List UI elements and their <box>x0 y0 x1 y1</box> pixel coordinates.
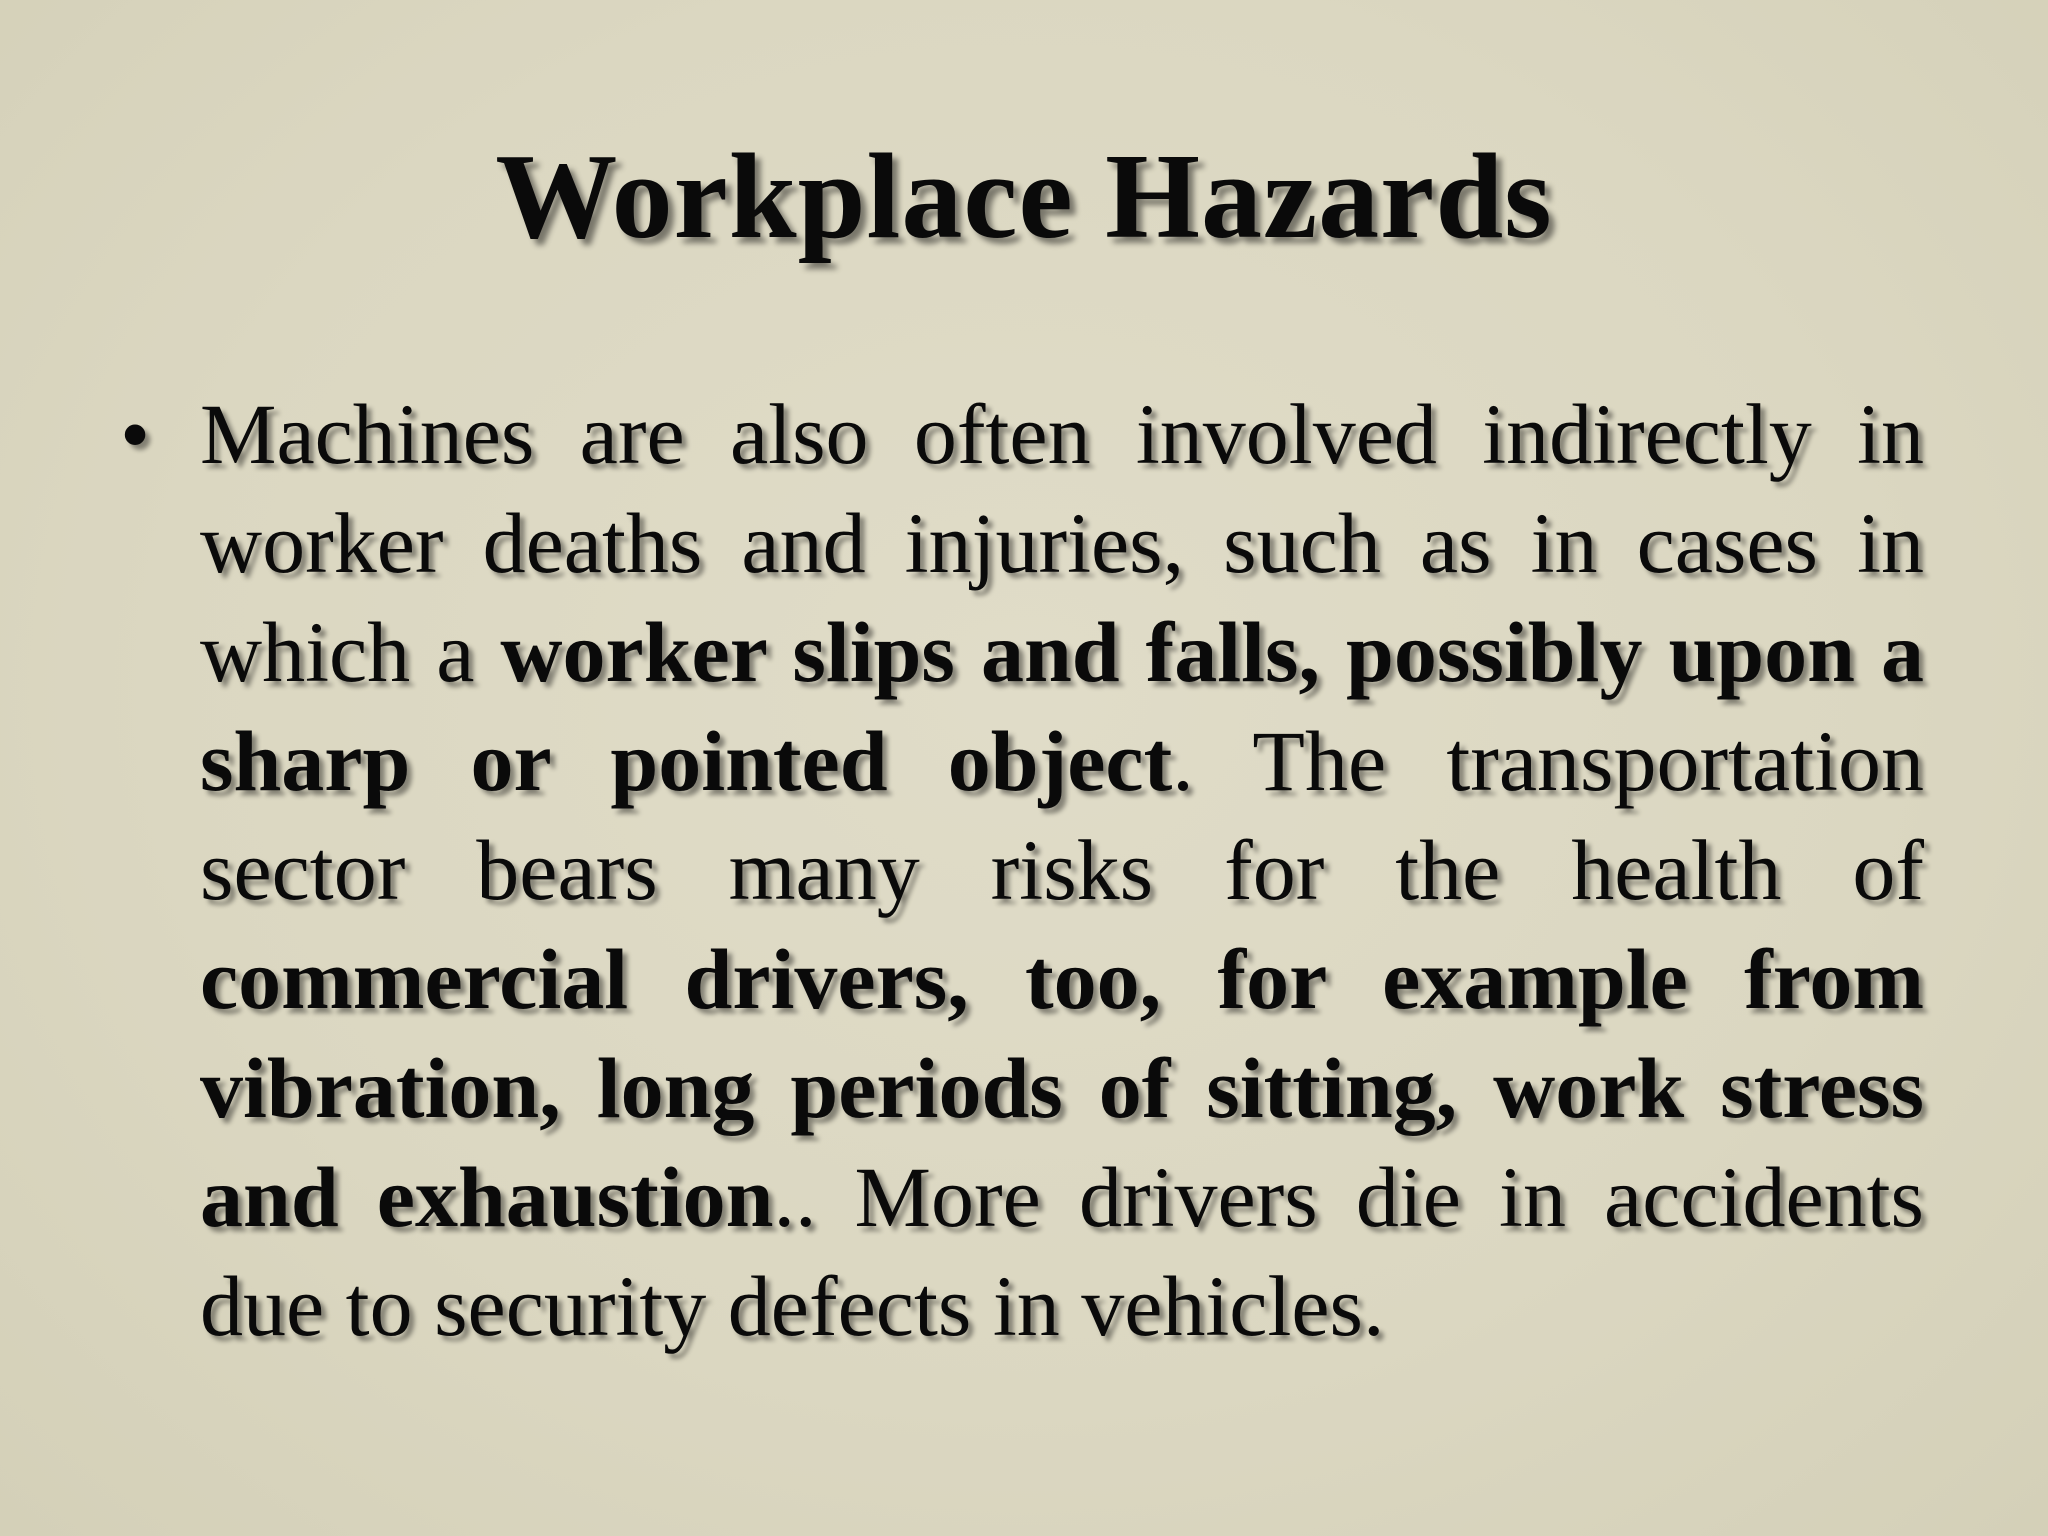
bullet-text-segment-bold: worker slips and falls, possibly upon a sharp or pointed object <box>200 604 1924 809</box>
bullet-icon: • <box>120 386 151 482</box>
bullet-item <box>120 380 1924 1361</box>
bullet-text-segment: .. More drivers die in accidents due to security defects in vehicles. <box>200 1149 1924 1354</box>
bullet-text-segment-bold: commercial drivers, too, for example from vibration, long periods of sitting, work stress and exhaustion <box>200 931 1924 1245</box>
bullet-text-segment: Machines are also often involved indirectly in worker deaths and injuries, such as in cases in which a <box>200 386 1924 700</box>
bullet-list <box>120 380 1924 1361</box>
bullet-text-segment: . The transportation sector bears many risks for the health of <box>200 713 1924 918</box>
slide-title: Workplace Hazards <box>495 129 1553 264</box>
